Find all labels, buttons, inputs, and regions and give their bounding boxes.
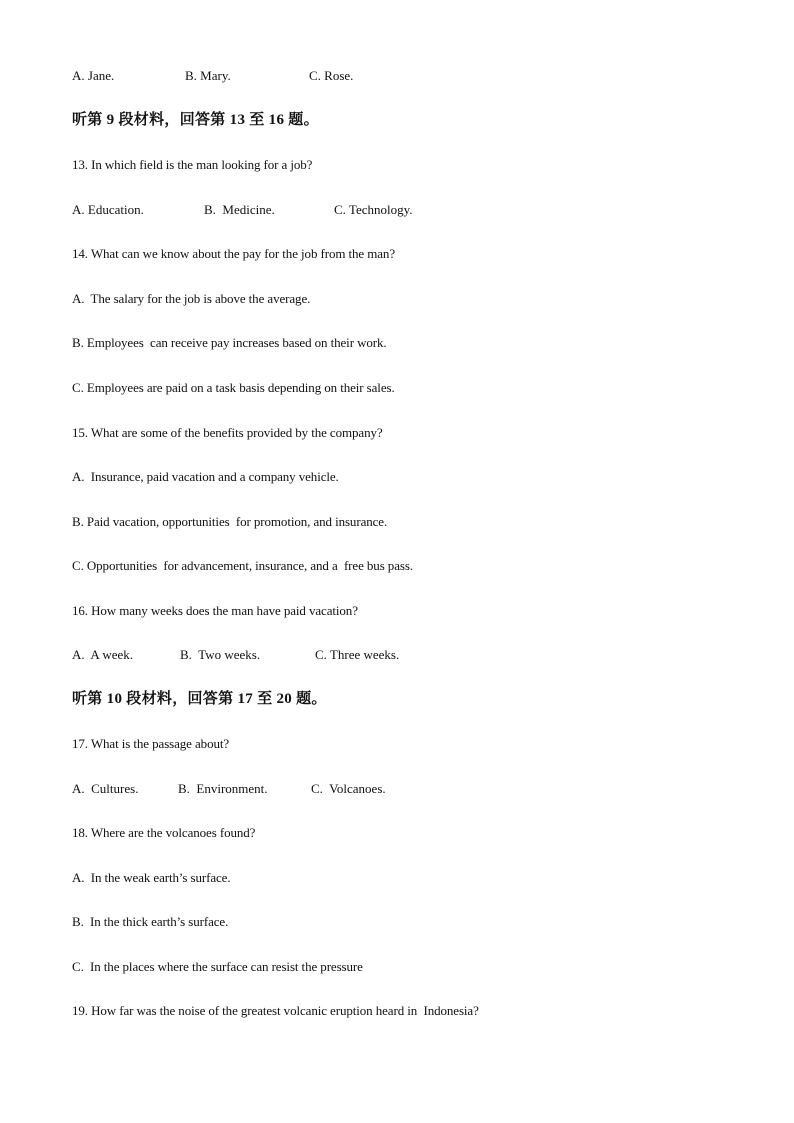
q13-option-c: C. Technology.: [334, 202, 413, 217]
question-18: 18. Where are the volcanoes found?: [72, 825, 256, 840]
q17-option-a: A. Cultures.: [72, 781, 139, 796]
q18-option-c: C. In the places where the surface can resist the pressure: [72, 959, 363, 974]
q12-option-c: C. Rose.: [309, 68, 354, 83]
q14-option-b: B. Employees can receive pay increases based on their work.: [72, 335, 387, 350]
q17-option-b: B. Environment.: [178, 781, 268, 796]
q13-option-b: B. Medicine.: [204, 202, 275, 217]
q12-option-a: A. Jane.: [72, 68, 115, 83]
q16-option-a: A. A week.: [72, 647, 134, 662]
q12-option-b: B. Mary.: [185, 68, 231, 83]
question-19: 19. How far was the noise of the greatest volcanic eruption heard in Indonesia?: [72, 1003, 479, 1018]
q15-option-b: B. Paid vacation, opportunities for promotion, and insurance.: [72, 514, 388, 529]
question-14: 14. What can we know about the pay for the job from the man?: [72, 246, 395, 261]
q14-option-c: C. Employees are paid on a task basis depending on their sales.: [72, 380, 395, 395]
q18-option-a: A. In the weak earth’s surface.: [72, 870, 231, 885]
q13-option-a: A. Education.: [72, 202, 144, 217]
q18-option-b: B. In the thick earth’s surface.: [72, 914, 229, 929]
question-16: 16. How many weeks does the man have paid vacation?: [72, 603, 358, 618]
question-15: 15. What are some of the benefits provided by the company?: [72, 425, 383, 440]
question-17: 17. What is the passage about?: [72, 736, 230, 751]
q16-option-c: C. Three weeks.: [315, 647, 400, 662]
section-10-heading: 听第 10 段材料，回答第 17 至 20 题。: [72, 691, 327, 707]
q14-option-a: A. The salary for the job is above the average.: [72, 291, 311, 306]
q17-option-c: C. Volcanoes.: [311, 781, 386, 796]
question-13: 13. In which field is the man looking for a job?: [72, 157, 313, 172]
q15-option-c: C. Opportunities for advancement, insurance, and a free bus pass.: [72, 558, 413, 573]
section-9-heading: 听第 9 段材料，回答第 13 至 16 题。: [72, 112, 319, 128]
q15-option-a: A. Insurance, paid vacation and a company vehicle.: [72, 469, 339, 484]
q16-option-b: B. Two weeks.: [180, 647, 261, 662]
